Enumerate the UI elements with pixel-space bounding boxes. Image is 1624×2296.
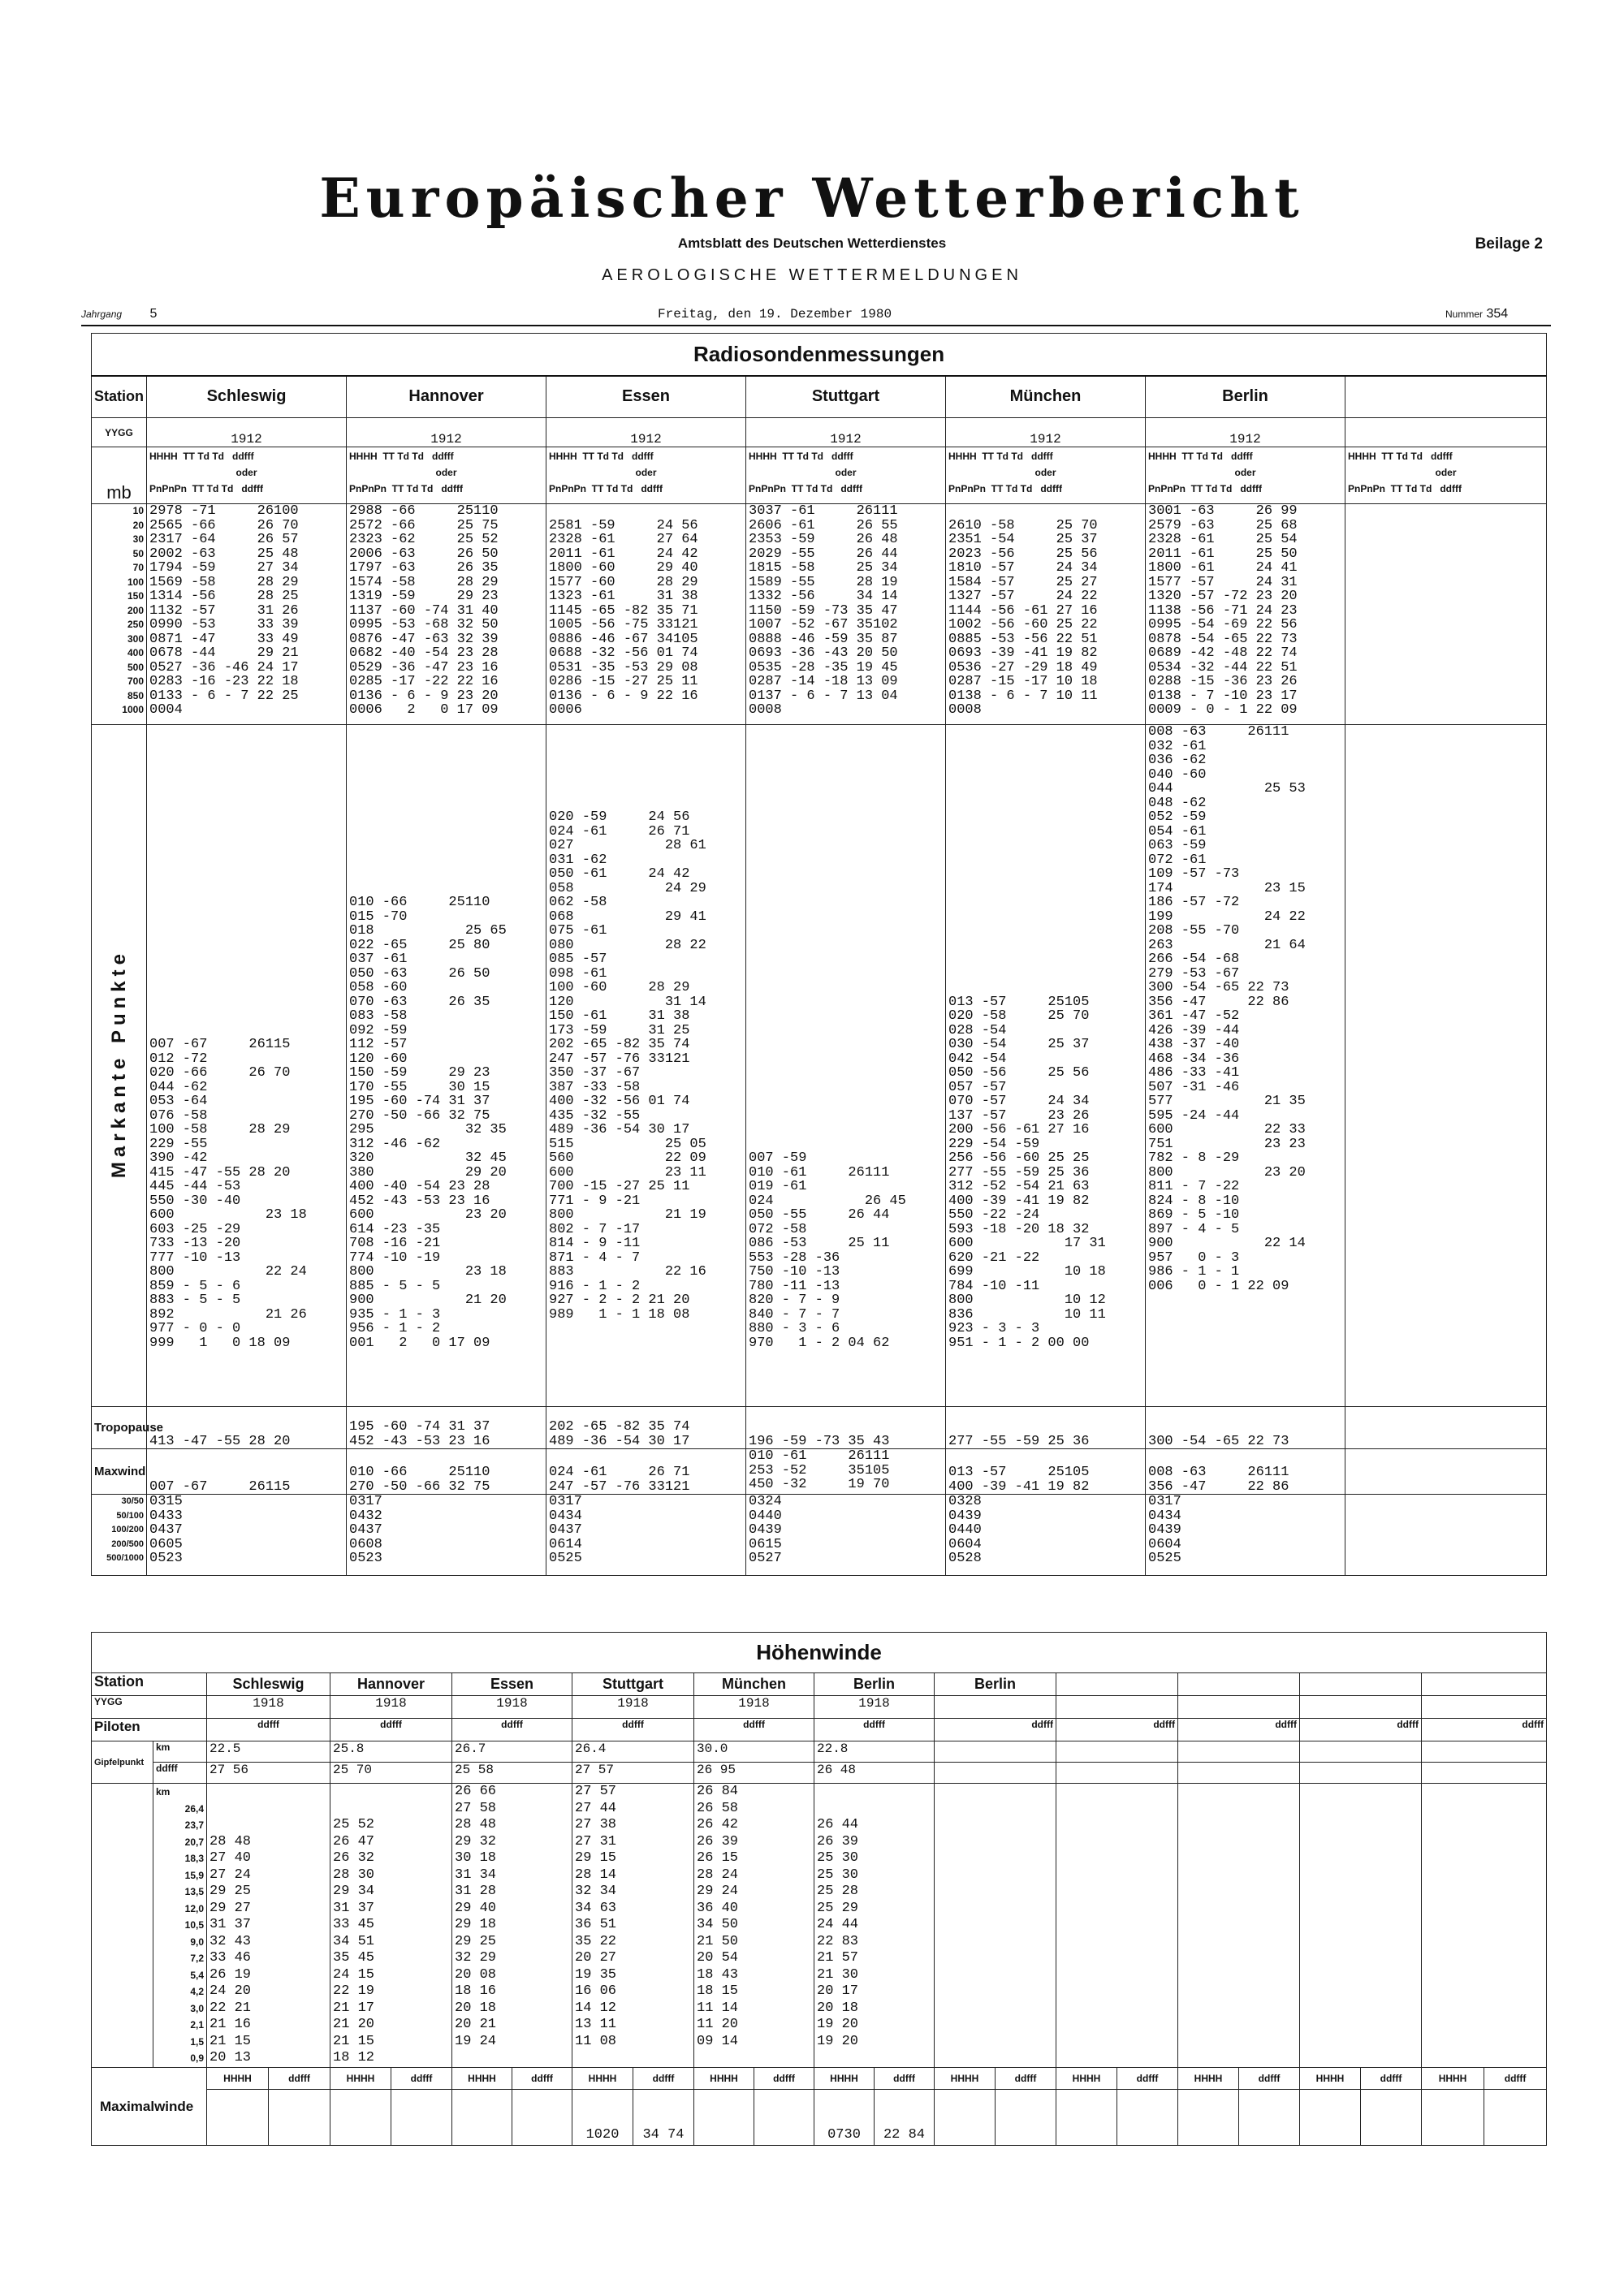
hhhh-head: HHHH [814, 2068, 875, 2089]
hhhh-head: HHHH [1056, 2068, 1117, 2089]
thickness-layer: 30/50 [121, 1496, 144, 1506]
significant-points: 010 -66 25110 015 -70 018 25 65 022 -65 25 80 037 -61 050 -63 26 50 058 -60 070 -63 26 35 083 -58 092 -59 112 -57 120 -60 150 -59 29 23 170 -55 30 15 195 -60 -74 31 37 270 -50 -66 32 75 295 32 35 312 -46 -62 320 32 45 380 29 20 400 -40 -54 23 28 452 -43 -53 23 16 600 23 20 614 -23 -35 708 -16 -21 774 -10 -19 800 23 18 885 - 5 - 5 900 21 20 935 - 1 - 3 956 - 1 - 2 001 2 0 17 09 [347, 725, 546, 1407]
column-head-line: oder [1435, 467, 1457, 478]
hw-maxwind-row [92, 2090, 1547, 2146]
pressure-level: 850 [127, 689, 144, 701]
publisher-subtitle: Amtsblatt des Deutschen Wetterdienstes [677, 235, 947, 251]
hw-station-label: Station [92, 1673, 207, 1696]
gipfel-ddfff: 27 57 [572, 1763, 694, 1784]
hw-yygg-row [92, 1696, 1547, 1719]
significant-points: 020 -59 24 56 024 -61 26 71 027 28 61 031 -62 050 -61 24 42 058 24 29 062 -58 068 29 41 075 -61 080 28 22 085 -57 098 -61 100 -60 28 29 120 31 14 150 -61 31 38 173 -59 31 25 202 -65 -82 35 74 247 -57 -76 33121 350 -37 -67 387 -33 -58 400 -32 -56 01 74 435 -32 -55 489 -36 -54 30 17 515 25 05 560 22 09 600 23 11 700 -15 -27 25 11 771 - 9 -21 800 21 19 802 - 7 -17 814 - 9 -11 871 - 4 - 7 883 22 16 916 - 1 - 2 927 - 2 - 2 21 20 989 1 - 1 18 08 [546, 725, 746, 1407]
maxwind-label: Maxwind [92, 1449, 147, 1495]
ddfff-label: ddfff [153, 1763, 207, 1784]
maxwind-ddfff [996, 2090, 1056, 2145]
gipfel-ddfff: 25 70 [330, 1763, 452, 1784]
pressure-level: 70 [132, 562, 144, 573]
wind-column: 25 52 26 47 26 32 28 30 29 34 31 37 33 45 34 51 35 45 24 15 22 19 21 17 21 20 21 15 18 12 [330, 1784, 452, 2068]
hw-station-name: Hannover [330, 1673, 452, 1696]
hw-station-name: München [694, 1673, 814, 1696]
maxwind-hhhh: 1020 [572, 2090, 633, 2145]
pressure-level: 50 [132, 547, 144, 559]
thickness-value: 0317 0434 0437 0614 0525 [546, 1495, 746, 1576]
column-head-line: HHHH TT Td Td ddfff [948, 451, 1053, 462]
hhhh-head: HHHH [330, 2068, 391, 2089]
km-level: 10,5 [184, 1919, 204, 1931]
hhhh-head: HHHH [1178, 2068, 1239, 2089]
station-label: Station [92, 376, 147, 418]
sounding-data: 2581 -59 24 56 2328 -61 27 64 2011 -61 24 42 1800 -60 29 40 1577 -60 28 29 1323 -61 31 38 1145 -65 -82 35 71 1005 -56 -75 33121 0886 -46 -67 34105 0688 -32 -56 01 74 0531 -35 -53 29 08 0286 -15 -27 25 11 0136 - 6 - 9 22 16 0006 [546, 504, 746, 725]
column-head-line: oder [835, 467, 857, 478]
pressure-level: 300 [127, 632, 144, 645]
gipfel-km: 22.8 [814, 1741, 935, 1763]
significant-points: 007 -67 26115 012 -72 020 -66 26 70 044 -62 053 -64 076 -58 100 -58 28 29 229 -55 390 -42 415 -47 -55 28 20 445 -44 -53 550 -30 -40 600 23 18 603 -25 -29 733 -13 -20 777 -10 -13 800 22 24 859 - 5 - 6 883 - 5 - 5 892 21 26 977 - 0 - 0 999 1 0 18 09 [147, 725, 347, 1407]
km-levels [153, 1784, 207, 2068]
ddfff-head: ddfff [935, 1719, 1056, 1741]
column-head-line: PnPnPn TT Td Td ddfff [149, 483, 263, 494]
gipfel-km: 30.0 [694, 1741, 814, 1763]
column-head [1146, 447, 1345, 504]
ddfff-head: ddfff [288, 2073, 310, 2084]
sounding-data: 2978 -71 26100 2565 -66 26 70 2317 -64 26 57 2002 -63 25 48 1794 -59 27 34 1569 -58 28 29 1314 -56 28 25 1132 -57 31 26 0990 -53 33 39 0871 -47 33 49 0678 -44 29 21 0527 -36 -46 24 17 0283 -16 -23 22 18 0133 - 6 - 7 22 25 0004 [147, 504, 347, 725]
pressure-level: 200 [127, 604, 144, 616]
maxwind-head [935, 2068, 1056, 2090]
column-head-line: oder [635, 467, 657, 478]
ddfff-head: ddfff [1300, 1719, 1422, 1741]
pressure-level: 250 [127, 619, 144, 630]
ddfff-head: ddfff [1422, 1719, 1547, 1741]
gipfel-ddfff: 25 58 [452, 1763, 572, 1784]
tropopause-value: 195 -60 -74 31 37 452 -43 -53 23 16 [347, 1407, 546, 1449]
tropopause-value: 196 -59 -73 35 43 [746, 1407, 946, 1449]
jahrgang: Jahrgang 5 [81, 307, 158, 321]
column-head [147, 447, 347, 504]
ddfff-head: ddfff [694, 1719, 814, 1741]
pressure-level: 700 [127, 675, 144, 687]
significant-points: 008 -63 26111 032 -61 036 -62 040 -60 044 25 53 048 -62 052 -59 054 -61 063 -59 072 -61 109 -57 -73 174 23 15 186 -57 -72 199 24 22 208 -55 -70 263 21 64 266 -54 -68 279 -53 -67 300 -54 -65 22 73 356 -47 22 86 361 -47 -52 426 -39 -44 438 -37 -40 468 -34 -36 486 -33 -41 507 -31 -46 577 21 35 595 -24 -44 600 22 33 751 23 23 782 - 8 -29 800 23 20 811 - 7 -22 824 - 8 -10 869 - 5 -10 897 - 4 - 5 900 22 14 957 0 - 3 986 - 1 - 1 006 0 - 1 22 09 [1146, 725, 1345, 1407]
maxwind-ddfff [1117, 2090, 1177, 2145]
km-level: 13,5 [184, 1886, 204, 1897]
hw-station-name: Essen [452, 1673, 572, 1696]
hhhh-head: HHHH [452, 2068, 512, 2089]
column-head-line: PnPnPn TT Td Td ddfff [549, 483, 663, 494]
ddfff-head: ddfff [773, 2073, 795, 2084]
markante-row [92, 725, 1547, 1407]
station-name: Essen [546, 376, 746, 418]
hhhh-head: HHHH [572, 2068, 633, 2089]
maxwind-ddfff [391, 2090, 451, 2145]
ddfff-head: ddfff [207, 1719, 330, 1741]
hw-gipfel-dd-row [92, 1763, 1547, 1784]
maxwind-ddfff [1484, 2090, 1546, 2145]
maxwind-cell [1056, 2090, 1178, 2146]
ddfff-head: ddfff [1504, 2073, 1527, 2084]
header-rule [81, 325, 1551, 326]
pressure-level: 150 [127, 590, 144, 602]
column-head-row [92, 447, 1547, 504]
station-name: Berlin [1146, 376, 1345, 418]
km-level: 18,3 [184, 1853, 204, 1864]
hw-station-name: Stuttgart [572, 1673, 694, 1696]
km-level: 3,0 [190, 2002, 204, 2014]
column-head [946, 447, 1146, 504]
maxwind-cell [330, 2090, 452, 2146]
maxwind-value: 008 -63 26111 356 -47 22 86 [1146, 1449, 1345, 1495]
maxwind-hhhh [330, 2090, 391, 2145]
maxwind-ddfff [754, 2090, 814, 2145]
column-head-line: PnPnPn TT Td Td ddfff [948, 483, 1062, 494]
pressure-level: 10 [132, 505, 144, 516]
ddfff-head: ddfff [1380, 2073, 1402, 2084]
column-head [546, 447, 746, 504]
km-level: 5,4 [190, 1969, 204, 1981]
km-level: 20,7 [184, 1836, 204, 1848]
ddfff-head: ddfff [893, 2073, 915, 2084]
hw-yygg-label: YYGG [92, 1696, 207, 1719]
maxwind-head [694, 2068, 814, 2090]
hw-station-name: Schleswig [207, 1673, 330, 1696]
hw-winds-row [92, 1784, 1547, 2068]
maxwind-head [1178, 2068, 1300, 2090]
column-head-line: HHHH TT Td Td ddfff [149, 451, 254, 462]
sounding-data: 3037 -61 26111 2606 -61 26 55 2353 -59 26 48 2029 -55 26 44 1815 -58 25 34 1589 -55 28 19 1332 -56 34 14 1150 -59 -73 35 47 1007 -52 -67 35102 0888 -46 -59 35 87 0693 -36 -43 20 50 0535 -28 -35 19 45 0287 -14 -18 13 09 0137 - 6 - 7 13 04 0008 [746, 504, 946, 725]
tropopause-value: 277 -55 -59 25 36 [946, 1407, 1146, 1449]
ddfff-head: ddfff [531, 2073, 553, 2084]
maxwind-value: 013 -57 25105 400 -39 -41 19 82 [946, 1449, 1146, 1495]
sounding-data: 2988 -66 25110 2572 -66 25 75 2323 -62 25 52 2006 -63 26 50 1797 -63 26 35 1574 -58 28 29 1319 -59 29 23 1137 -60 -74 31 40 0995 -53 -68 32 50 0876 -47 -63 32 39 0682 -40 -54 23 28 0529 -36 -47 23 16 0285 -17 -22 22 16 0136 - 6 - 9 23 20 0006 2 0 17 09 [347, 504, 546, 725]
significant-points: 007 -59 010 -61 26111 019 -61 024 26 45 050 -55 26 44 072 -58 086 -53 25 11 553 -28 -36 750 -10 -13 780 -11 -13 820 - 7 - 9 840 - 7 - 7 880 - 3 - 6 970 1 - 2 04 62 [746, 725, 946, 1407]
hw-yygg-value: 1918 [207, 1696, 330, 1719]
pressure-level: 500 [127, 661, 144, 673]
ddfff-head: ddfff [1136, 2073, 1159, 2084]
column-head-line: HHHH TT Td Td ddfff [549, 451, 654, 462]
column-head-line: HHHH TT Td Td ddfff [1148, 451, 1253, 462]
gipfel-ddfff: 26 48 [814, 1763, 935, 1784]
maxwind-value: 007 -67 26115 [147, 1449, 347, 1495]
tropopause-value: 202 -65 -82 35 74 489 -36 -54 30 17 [546, 1407, 746, 1449]
thickness-value: 0317 0434 0439 0604 0525 [1146, 1495, 1345, 1576]
maxwind-cell [694, 2090, 814, 2146]
station-name: Hannover [347, 376, 546, 418]
km-label: km [153, 1741, 207, 1763]
maxwind-row [92, 1449, 1547, 1495]
maxwind-cell [814, 2090, 935, 2146]
station-name: Schleswig [147, 376, 347, 418]
maximalwinde-label: Maximalwinde [92, 2068, 207, 2146]
hw-yygg-value: 1918 [694, 1696, 814, 1719]
maxwind-hhhh [935, 2090, 996, 2145]
radiosonde-table [91, 333, 1547, 1576]
km-head: km [156, 1786, 171, 1798]
standard-levels-row [92, 504, 1547, 725]
ddfff-head: ddfff [1258, 2073, 1281, 2084]
km-level: 4,2 [190, 1986, 204, 1997]
gipfel-ddfff: 26 95 [694, 1763, 814, 1784]
issue-date: Freitag, den 19. Dezember 1980 [658, 307, 892, 322]
gipfelpunkt-label: Gipfelpunkt [92, 1741, 153, 1784]
maxwind-value: 024 -61 26 71 247 -57 -76 33121 [546, 1449, 746, 1495]
hw-gipfel-km-row [92, 1741, 1547, 1763]
ddfff-head: ddfff [1056, 1719, 1178, 1741]
maxwind-head [1300, 2068, 1422, 2090]
maxwind-head [1422, 2068, 1547, 2090]
km-level: 9,0 [190, 1936, 204, 1948]
column-head [746, 447, 946, 504]
hhhh-head: HHHH [935, 2068, 996, 2089]
hw-piloten-row [92, 1719, 1547, 1741]
km-level: 0,9 [190, 2052, 204, 2064]
maxwind-cell [207, 2090, 330, 2146]
pressure-level: 1000 [122, 704, 144, 715]
column-head-line: oder [235, 467, 257, 478]
tropopause-row [92, 1407, 1547, 1449]
column-head-line: oder [1034, 467, 1056, 478]
maxwind-head [572, 2068, 694, 2090]
maxwind-ddfff [1239, 2090, 1299, 2145]
maxwind-cell [1422, 2090, 1547, 2146]
ddfff-head: ddfff [452, 1719, 572, 1741]
wind-column: 26 66 27 58 28 48 29 32 30 18 31 34 31 28 29 40 29 18 29 25 32 29 20 08 18 16 20 18 20 21 19 24 [452, 1784, 572, 2068]
pressure-level: 20 [132, 519, 144, 531]
ddfff-head: ddfff [330, 1719, 452, 1741]
thickness-value: 0317 0432 0437 0608 0523 [347, 1495, 546, 1576]
hw-station-name: Berlin [935, 1673, 1056, 1696]
hw-station-name: Berlin [814, 1673, 935, 1696]
maxwind-ddfff: 34 74 [642, 2127, 685, 2143]
wind-column: 28 48 27 40 27 24 29 25 29 27 31 37 32 43 33 46 26 19 24 20 22 21 21 16 21 15 20 13 [207, 1784, 330, 2068]
station-name: München [946, 376, 1146, 418]
yygg-value: 1912 [946, 418, 1146, 447]
column-head-line: oder [1234, 467, 1256, 478]
column-head-line: oder [435, 467, 457, 478]
yygg-value: 1912 [1146, 418, 1345, 447]
column-head [1345, 447, 1547, 504]
km-level: 26,4 [184, 1802, 204, 1815]
maxwind-hhhh [1422, 2090, 1484, 2145]
hw-station-row [92, 1673, 1547, 1696]
hw-yygg-value: 1918 [330, 1696, 452, 1719]
pressure-levels [92, 504, 147, 725]
wind-column: 26 84 26 58 26 42 26 39 26 15 28 24 29 24 36 40 34 50 21 50 20 54 18 43 18 15 11 14 11 20 09 14 [694, 1784, 814, 2068]
maxwind-hhhh [1178, 2090, 1239, 2145]
hhhh-head: HHHH [694, 2068, 754, 2089]
hoehenwinde-table [91, 1632, 1547, 2146]
pressure-level: 400 [127, 647, 144, 658]
yygg-value: 1912 [147, 418, 347, 447]
page-title: Europäischer Wetterbericht [319, 166, 1305, 230]
pressure-level: 30 [132, 533, 144, 545]
maxwind-ddfff [1361, 2090, 1421, 2145]
thickness-layers [92, 1495, 147, 1576]
thickness-layer: 50/100 [116, 1510, 144, 1521]
ddfff-head: ddfff [652, 2073, 675, 2084]
km-level: 12,0 [184, 1902, 204, 1914]
hhhh-head: HHHH [1422, 2068, 1484, 2089]
sounding-data: 2610 -58 25 70 2351 -54 25 37 2023 -56 25 56 1810 -57 24 34 1584 -57 25 27 1327 -57 24 22 1144 -56 -61 27 16 1002 -56 -60 25 22 0885 -53 -56 22 51 0693 -39 -41 19 82 0536 -27 -29 18 49 0287 -15 -17 10 18 0138 - 6 - 7 10 11 0008 [946, 504, 1146, 725]
yygg-row [92, 418, 1547, 447]
km-level: 23,7 [184, 1819, 204, 1831]
markante-label: Markante Punkte [107, 948, 130, 1179]
maxwind-head [452, 2068, 572, 2090]
column-head-line: HHHH TT Td Td ddfff [749, 451, 853, 462]
ddfff-head: ddfff [1178, 1719, 1300, 1741]
pressure-level: 100 [127, 576, 144, 588]
beilage-label: Beilage 2 [1475, 235, 1543, 252]
hoehenwinde-title: Höhenwinde [92, 1633, 1547, 1673]
km-level: 1,5 [190, 2035, 204, 2048]
section-heading: AEROLOGISCHE WETTERMELDUNGEN [602, 266, 1022, 284]
yygg-value: 1912 [546, 418, 746, 447]
sounding-data: 3001 -63 26 99 2579 -63 25 68 2328 -61 25 54 2011 -61 25 50 1800 -61 24 41 1577 -57 24 31 1320 -57 -72 23 20 1138 -56 -71 24 23 0995 -54 -69 22 56 0878 -54 -65 22 73 0689 -42 -48 22 74 0534 -32 -44 22 51 0288 -15 -36 23 26 0138 - 7 -10 23 17 0009 - 0 - 1 22 09 [1146, 504, 1345, 725]
gipfel-km: 26.7 [452, 1741, 572, 1763]
maxwind-ddfff: 22 84 [883, 2127, 925, 2143]
issue-number: Nummer 354 [1445, 307, 1509, 321]
column-head-line: PnPnPn TT Td Td ddfff [1148, 483, 1262, 494]
hhhh-head: HHHH [207, 2068, 269, 2089]
radiosonde-title: Radiosondenmessungen [92, 334, 1547, 376]
ddfff-head: ddfff [410, 2073, 433, 2084]
maxwind-ddfff [512, 2090, 572, 2145]
km-level: 2,1 [190, 2019, 204, 2031]
column-head [347, 447, 546, 504]
thickness-value: 0328 0439 0440 0604 0528 [946, 1495, 1146, 1576]
gipfel-ddfff: 27 56 [207, 1763, 330, 1784]
maxwind-hhhh [452, 2090, 512, 2145]
hw-yygg-value: 1918 [452, 1696, 572, 1719]
gipfel-km: 25.8 [330, 1741, 452, 1763]
hw-yygg-value: 1918 [572, 1696, 694, 1719]
maxwind-value: 010 -61 26111 253 -52 35105 450 -32 19 70 [746, 1449, 946, 1495]
markante-label-cell [92, 725, 147, 1407]
column-head-line: HHHH TT Td Td ddfff [349, 451, 454, 462]
maxwind-hhhh [207, 2090, 269, 2145]
hw-yygg-value: 1918 [814, 1696, 935, 1719]
thickness-value: 0324 0440 0439 0615 0527 [746, 1495, 946, 1576]
thickness-row [92, 1495, 1547, 1576]
column-head-line: PnPnPn TT Td Td ddfff [349, 483, 463, 494]
hhhh-head: HHHH [1300, 2068, 1361, 2089]
maxwind-hhhh [1056, 2090, 1117, 2145]
hw-maxwind-head-row [92, 2068, 1547, 2090]
maxwind-hhhh [1300, 2090, 1361, 2145]
significant-points: 013 -57 25105 020 -58 25 70 028 -54 030 -54 25 37 042 -54 050 -56 25 56 057 -57 070 -57 24 34 137 -57 23 26 200 -56 -61 27 16 229 -54 -59 256 -56 -60 25 25 277 -55 -59 25 36 312 -52 -54 21 63 400 -39 -41 19 82 550 -22 -24 593 -18 -20 18 32 600 17 31 620 -21 -22 699 10 18 784 -10 -11 800 10 12 836 10 11 923 - 3 - 3 951 - 1 - 2 00 00 [946, 725, 1146, 1407]
gipfel-km: 26.4 [572, 1741, 694, 1763]
tropopause-value: 413 -47 -55 28 20 [147, 1407, 347, 1449]
yygg-value: 1912 [347, 418, 546, 447]
tropopause-value: 300 -54 -65 22 73 [1146, 1407, 1345, 1449]
maxwind-value: 010 -66 25110 270 -50 -66 32 75 [347, 1449, 546, 1495]
maxwind-head [814, 2068, 935, 2090]
maxwind-hhhh [694, 2090, 754, 2145]
gipfel-km: 22.5 [207, 1741, 330, 1763]
ddfff-head: ddfff [572, 1719, 694, 1741]
maxwind-hhhh: 0730 [814, 2090, 875, 2145]
ddfff-head: ddfff [814, 1719, 935, 1741]
maxwind-head [1056, 2068, 1178, 2090]
tropopause-label: Tropopause [92, 1407, 147, 1449]
yygg-label: YYGG [92, 418, 147, 447]
maxwind-cell [1300, 2090, 1422, 2146]
maxwind-cell [935, 2090, 1056, 2146]
column-head-line: PnPnPn TT Td Td ddfff [1348, 483, 1462, 494]
maxwind-head [207, 2068, 330, 2090]
maxwind-ddfff [269, 2090, 330, 2145]
wind-column: 26 44 26 39 25 30 25 30 25 28 25 29 24 44 22 83 21 57 21 30 20 17 20 18 19 20 19 20 [814, 1784, 935, 2068]
maxwind-cell [572, 2090, 694, 2146]
wind-column: 27 57 27 44 27 38 27 31 29 15 28 14 32 34 34 63 36 51 35 22 20 27 19 35 16 06 14 12 13 11 11 08 [572, 1784, 694, 2068]
mb-label: mb [92, 447, 147, 504]
ddfff-head: ddfff [1014, 2073, 1037, 2084]
thickness-value: 0315 0433 0437 0605 0523 [147, 1495, 347, 1576]
hw-piloten-label: Piloten [92, 1719, 207, 1741]
yygg-value: 1912 [746, 418, 946, 447]
maxwind-cell [452, 2090, 572, 2146]
thickness-layer: 500/1000 [106, 1553, 144, 1563]
thickness-layer: 200/500 [111, 1539, 144, 1549]
maxwind-head [330, 2068, 452, 2090]
station-name: Stuttgart [746, 376, 946, 418]
thickness-layer: 100/200 [111, 1525, 144, 1534]
km-level: 15,9 [184, 1869, 204, 1881]
column-head-line: HHHH TT Td Td ddfff [1348, 451, 1453, 462]
column-head-line: PnPnPn TT Td Td ddfff [749, 483, 862, 494]
station-row [92, 376, 1547, 418]
km-level: 7,2 [190, 1953, 204, 1964]
maxwind-cell [1178, 2090, 1300, 2146]
